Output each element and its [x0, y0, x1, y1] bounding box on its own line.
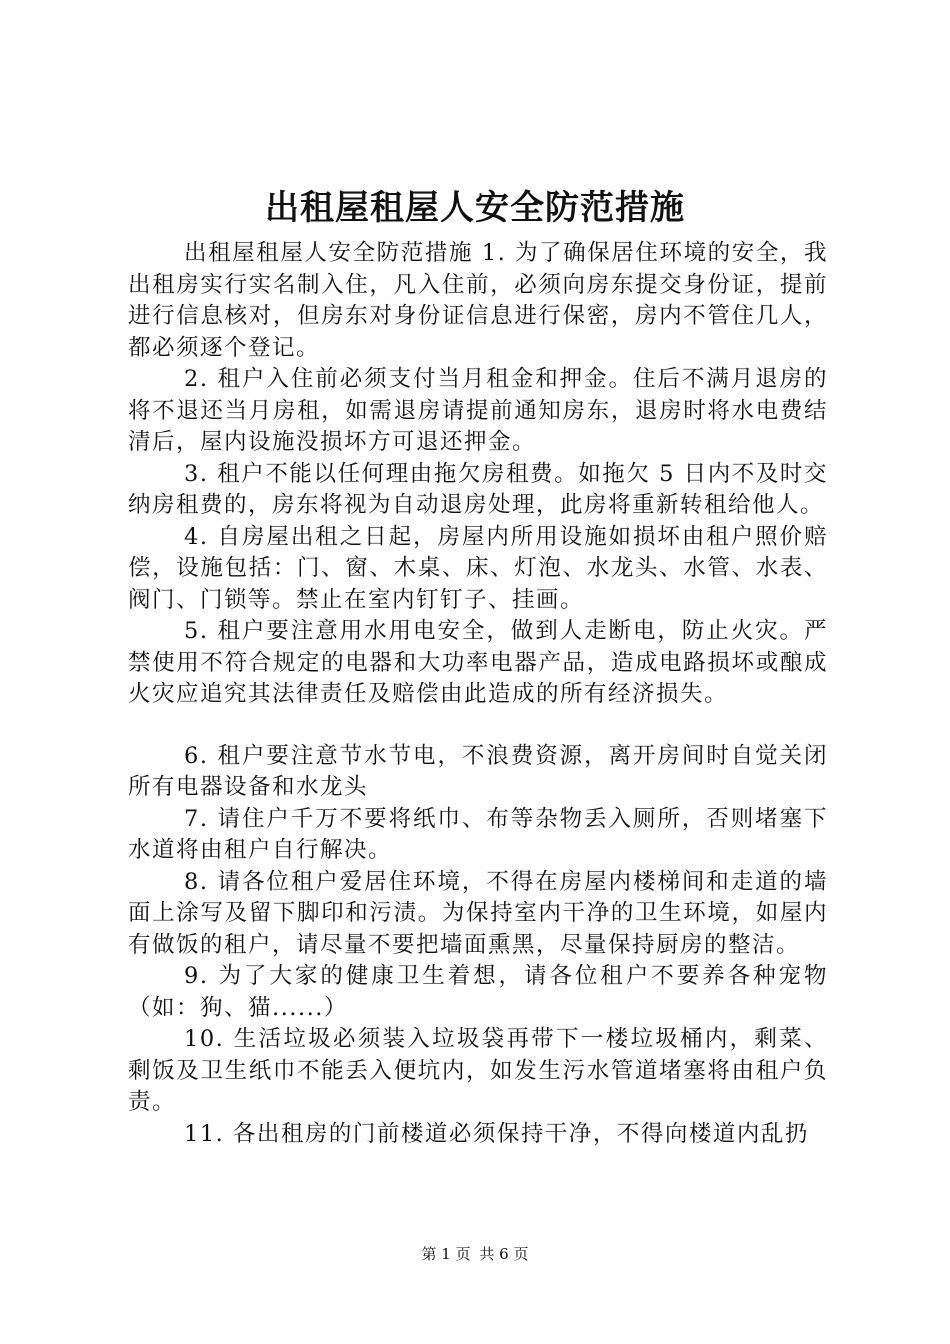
paragraph-spacer: [128, 711, 828, 741]
paragraph-6: 6. 租户要注意节水节电，不浪费资源，离开房间时自觉关闭所有电器设备和水龙头: [128, 742, 828, 800]
paragraph-2: 2. 租户入住前必须支付当月租金和押金。住后不满月退房的将不退还当月房租，如需退房请提前通知房东，退房时将水电费结清后，屋内设施没损坏方可退还押金。: [128, 366, 828, 455]
paragraph-10: 10. 生活垃圾必须装入垃圾袋再带下一楼垃圾桶内，剩菜、剩饭及卫生纸巾不能丢入便坑内，如发生污水管道堵塞将由租户负责。: [128, 1026, 828, 1115]
paragraph-8: 8. 请各位租户爱居住环境，不得在房屋内楼梯间和走道的墙面上涂写及留下脚印和污渍。为保持室内干净的卫生环境，如屋内有做饭的租户，请尽量不要把墙面熏黑，尽量保持厨房的整洁。: [128, 868, 828, 958]
paragraph-5: 5. 租户要注意用水用电安全，做到人走断电，防止火灾。严禁使用不符合规定的电器和大功率电器产品，造成电路损坏或酿成火灾应追究其法律责任及赔偿由此造成的所有经济损失。: [128, 618, 828, 707]
document-title: 出租屋租屋人安全防范措施: [265, 188, 685, 228]
page-number: 第 1 页: [421, 1245, 471, 1263]
paragraph-9: 9. 为了大家的健康卫生着想，请各位租户不要养各种宠物（如：狗、猫......）: [128, 963, 828, 1021]
paragraph-11: 11. 各出租房的门前楼道必须保持干净，不得向楼道内乱扔: [184, 1120, 809, 1147]
paragraph-1: 出租屋租屋人安全防范措施 1. 为了确保居住环境的安全，我出租房实行实名制入住，凡入住前，必须向房东提交身份证，提前进行信息核对，但房东对身份证信息进行保密，房内不管住几人，都必须逐个登记。: [128, 240, 828, 361]
document-body: [128, 238, 828, 1150]
paragraph-7: 7. 请住户千万不要将纸巾、布等杂物丢入厕所，否则堵塞下水道将由租户自行解决。: [128, 805, 828, 863]
paragraph-3: 3. 租户不能以任何理由拖欠房租费。如拖欠 5 日内不及时交纳房租费的，房东将视为自动退房处理，此房将重新转租给他人。: [128, 460, 828, 518]
paragraph-4: 4. 自房屋出租之日起，房屋内所用设施如损坏由租户照价赔偿，设施包括：门、窗、木桌、床、灯泡、水龙头、水管、水表、阀门、门锁等。禁止在室内钉钉子、挂画。: [128, 523, 828, 613]
page-footer: [0, 1243, 950, 1265]
page-total: 共 6 页: [479, 1245, 529, 1263]
